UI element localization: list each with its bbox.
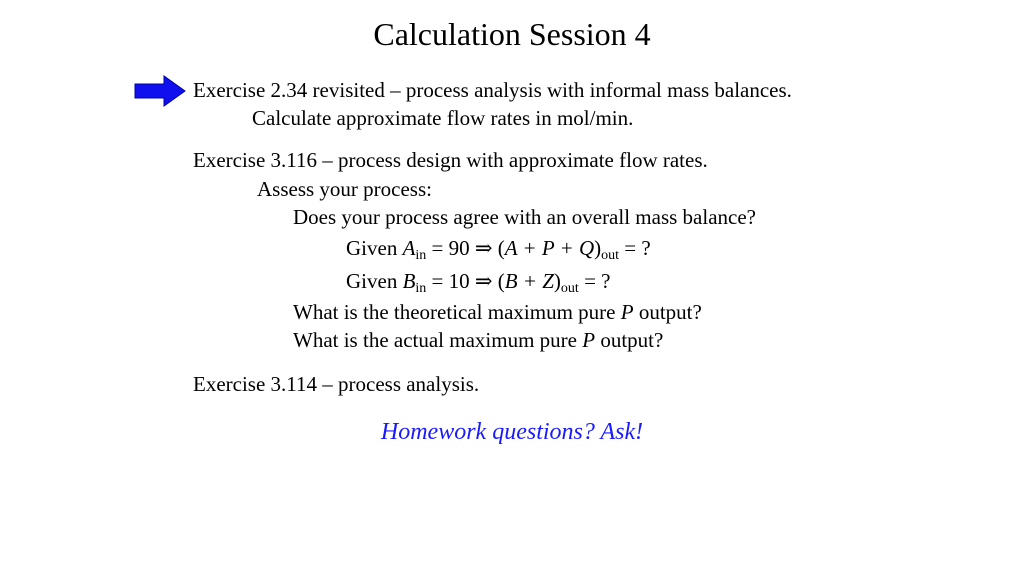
given-a-tail: = ?: [619, 236, 651, 260]
given-b-prefix: Given: [346, 269, 403, 293]
given-a-out-sub: out: [601, 248, 620, 263]
given-a-close: ): [594, 236, 602, 260]
exercise-2-question-mass-balance: Does your process agree with an overall mass balance?: [293, 205, 756, 229]
q2-var: P: [620, 300, 634, 324]
q3-pre: What is the actual maximum pure: [293, 328, 583, 352]
q2-post: output?: [633, 300, 702, 324]
page-title: Calculation Session 4: [373, 16, 651, 52]
given-b-close: ): [553, 269, 561, 293]
given-a-equation: [346, 235, 651, 261]
given-b-tail: = ?: [578, 269, 611, 293]
exercise-1-heading: Exercise 2.34 revisited – process analysis with informal mass balances.: [193, 78, 792, 102]
right-arrow-icon: [134, 75, 186, 107]
given-b-expr: B + Z: [504, 269, 554, 293]
given-a-prefix: Given: [346, 236, 403, 260]
given-b-equation: [346, 268, 610, 294]
homework-prompt: Homework questions? Ask!: [380, 419, 644, 445]
exercise-2-question-actual: [293, 327, 663, 353]
q3-post: output?: [595, 328, 664, 352]
exercise-2-assess: Assess your process:: [257, 177, 432, 201]
exercise-2-heading: Exercise 3.116 – process design with approximate flow rates.: [193, 148, 708, 172]
given-a-var: A: [402, 236, 416, 260]
given-b-sub: in: [415, 281, 427, 296]
exercise-2-question-theoretical: [293, 299, 702, 325]
given-a-sub: in: [415, 248, 427, 263]
given-a-expr: A + P + Q: [504, 236, 595, 260]
given-b-value: = 10 ⇒ (: [426, 269, 505, 293]
q3-var: P: [582, 328, 596, 352]
given-b-var: B: [402, 269, 416, 293]
exercise-3-heading: Exercise 3.114 – process analysis.: [193, 372, 480, 396]
exercise-1-task: Calculate approximate flow rates in mol/min.: [252, 106, 634, 130]
q2-pre: What is the theoretical maximum pure: [293, 300, 621, 324]
given-b-out-sub: out: [560, 281, 579, 296]
given-a-value: = 90 ⇒ (: [426, 236, 505, 260]
